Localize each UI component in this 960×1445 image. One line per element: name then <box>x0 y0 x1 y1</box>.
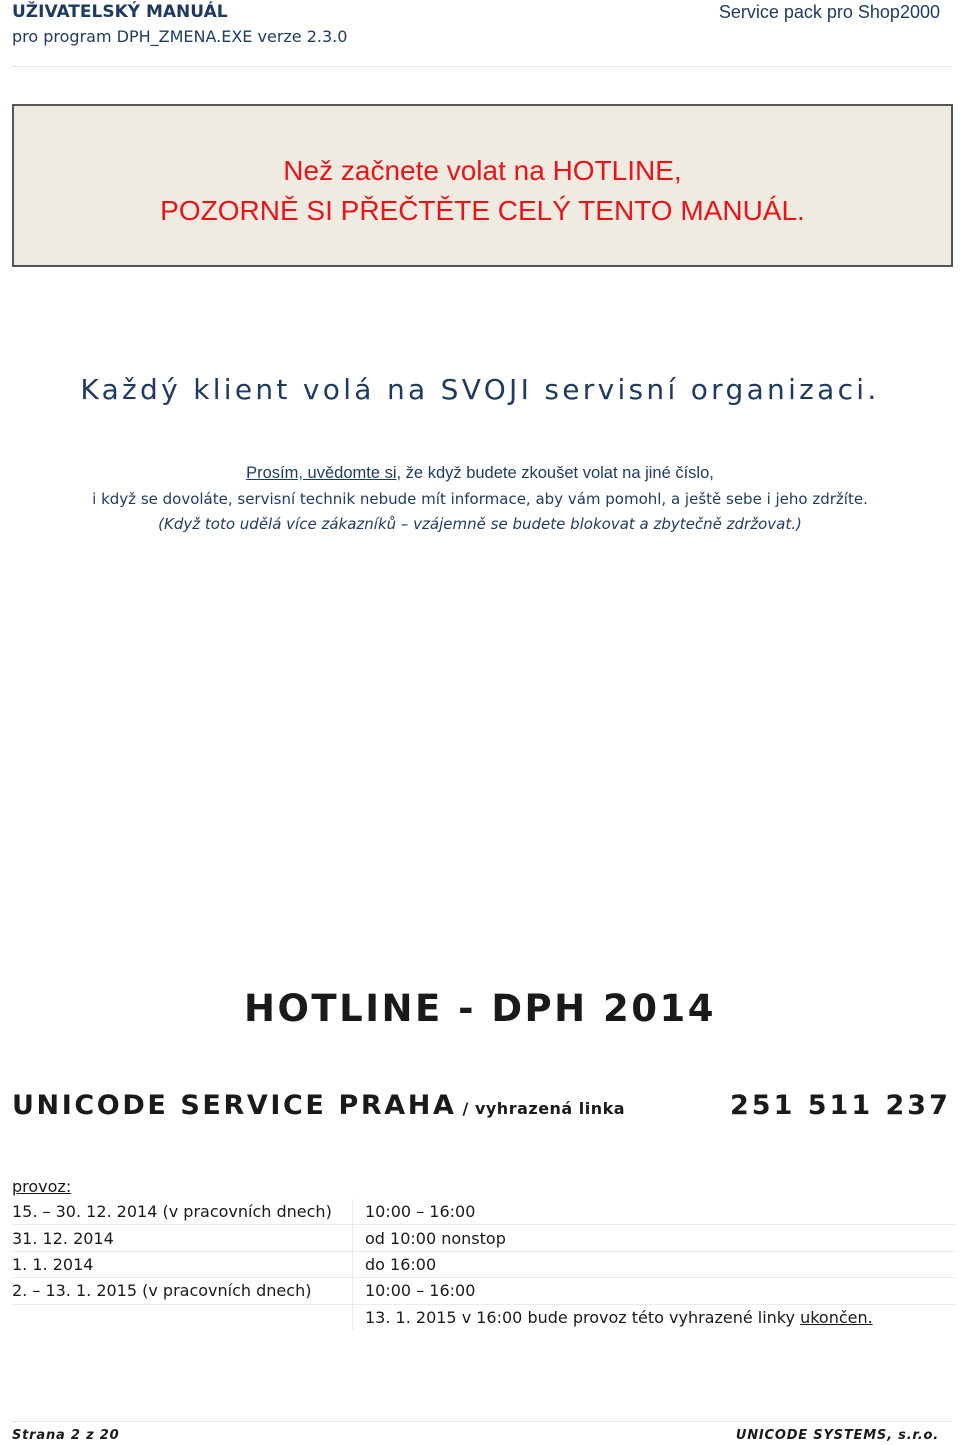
client-notice: Každý klient volá na SVOJI servisní organizaci. <box>80 373 880 406</box>
final-note-underlined: ukončen. <box>800 1307 873 1327</box>
warning-line-1: Než začnete volat na HOTLINE, <box>283 155 682 186</box>
warning-box <box>12 104 953 267</box>
header-divider <box>12 66 952 67</box>
schedule-table <box>12 1199 956 1330</box>
service-line <box>12 1086 625 1129</box>
table-row <box>12 1225 956 1251</box>
notice-line-1-rest: , že když budete zkoušet volat na jiné číslo, <box>396 464 714 482</box>
table-row <box>12 1304 956 1330</box>
schedule-hours: 10:00 – 16:00 <box>353 1278 957 1304</box>
notice-line-2: i když se dovoláte, servisní technik nebude mít informace, aby vám pomohl, a ještě sebe i jeho zdržíte. <box>92 490 868 508</box>
schedule-hours: do 16:00 <box>353 1251 957 1277</box>
table-row <box>12 1251 956 1277</box>
notice-line-3: (Když toto udělá více zákazníků – vzájemně se budete blokovat a zbytečně zdržovat.) <box>158 515 802 533</box>
table-row <box>12 1199 956 1225</box>
page-header <box>12 1 347 48</box>
schedule-period: 1. 1. 2014 <box>12 1251 353 1277</box>
service-name: UNICODE SERVICE PRAHA <box>12 1090 457 1121</box>
footer-company: UNICODE SYSTEMS, s.r.o. <box>735 1428 939 1443</box>
notice-line-1 <box>0 460 960 486</box>
manual-title: UŽIVATELSKÝ MANUÁL <box>12 2 228 22</box>
schedule-period: 15. – 30. 12. 2014 (v pracovních dnech) <box>12 1199 353 1225</box>
final-note-text: 13. 1. 2015 v 16:00 bude provoz této vyhrazené linky <box>365 1307 801 1327</box>
footer-divider <box>12 1421 952 1422</box>
schedule-hours: od 10:00 nonstop <box>353 1225 957 1251</box>
schedule-empty <box>12 1304 353 1330</box>
schedule-period: 2. – 13. 1. 2015 (v pracovních dnech) <box>12 1278 353 1304</box>
page-number: Strana 2 z 20 <box>12 1428 120 1443</box>
hotline-title: HOTLINE - DPH 2014 <box>243 987 717 1030</box>
notice-underlined: Prosím, uvědomte si <box>246 464 397 482</box>
schedule-final-note <box>353 1304 957 1330</box>
schedule-period: 31. 12. 2014 <box>12 1225 353 1251</box>
service-phone: 251 511 237 <box>730 1090 951 1121</box>
manual-subtitle: pro program DPH_ZMENA.EXE verze 2.3.0 <box>12 27 348 46</box>
table-row <box>12 1278 956 1304</box>
service-sub: / vyhrazená linka <box>456 1099 626 1118</box>
schedule-hours: 10:00 – 16:00 <box>353 1199 957 1225</box>
header-product: Service pack pro Shop2000 <box>718 2 940 22</box>
provoz-label: provoz: <box>12 1177 72 1196</box>
warning-line-2: POZORNĚ SI PŘEČTĚTE CELÝ TENTO MANUÁL. <box>160 195 805 226</box>
